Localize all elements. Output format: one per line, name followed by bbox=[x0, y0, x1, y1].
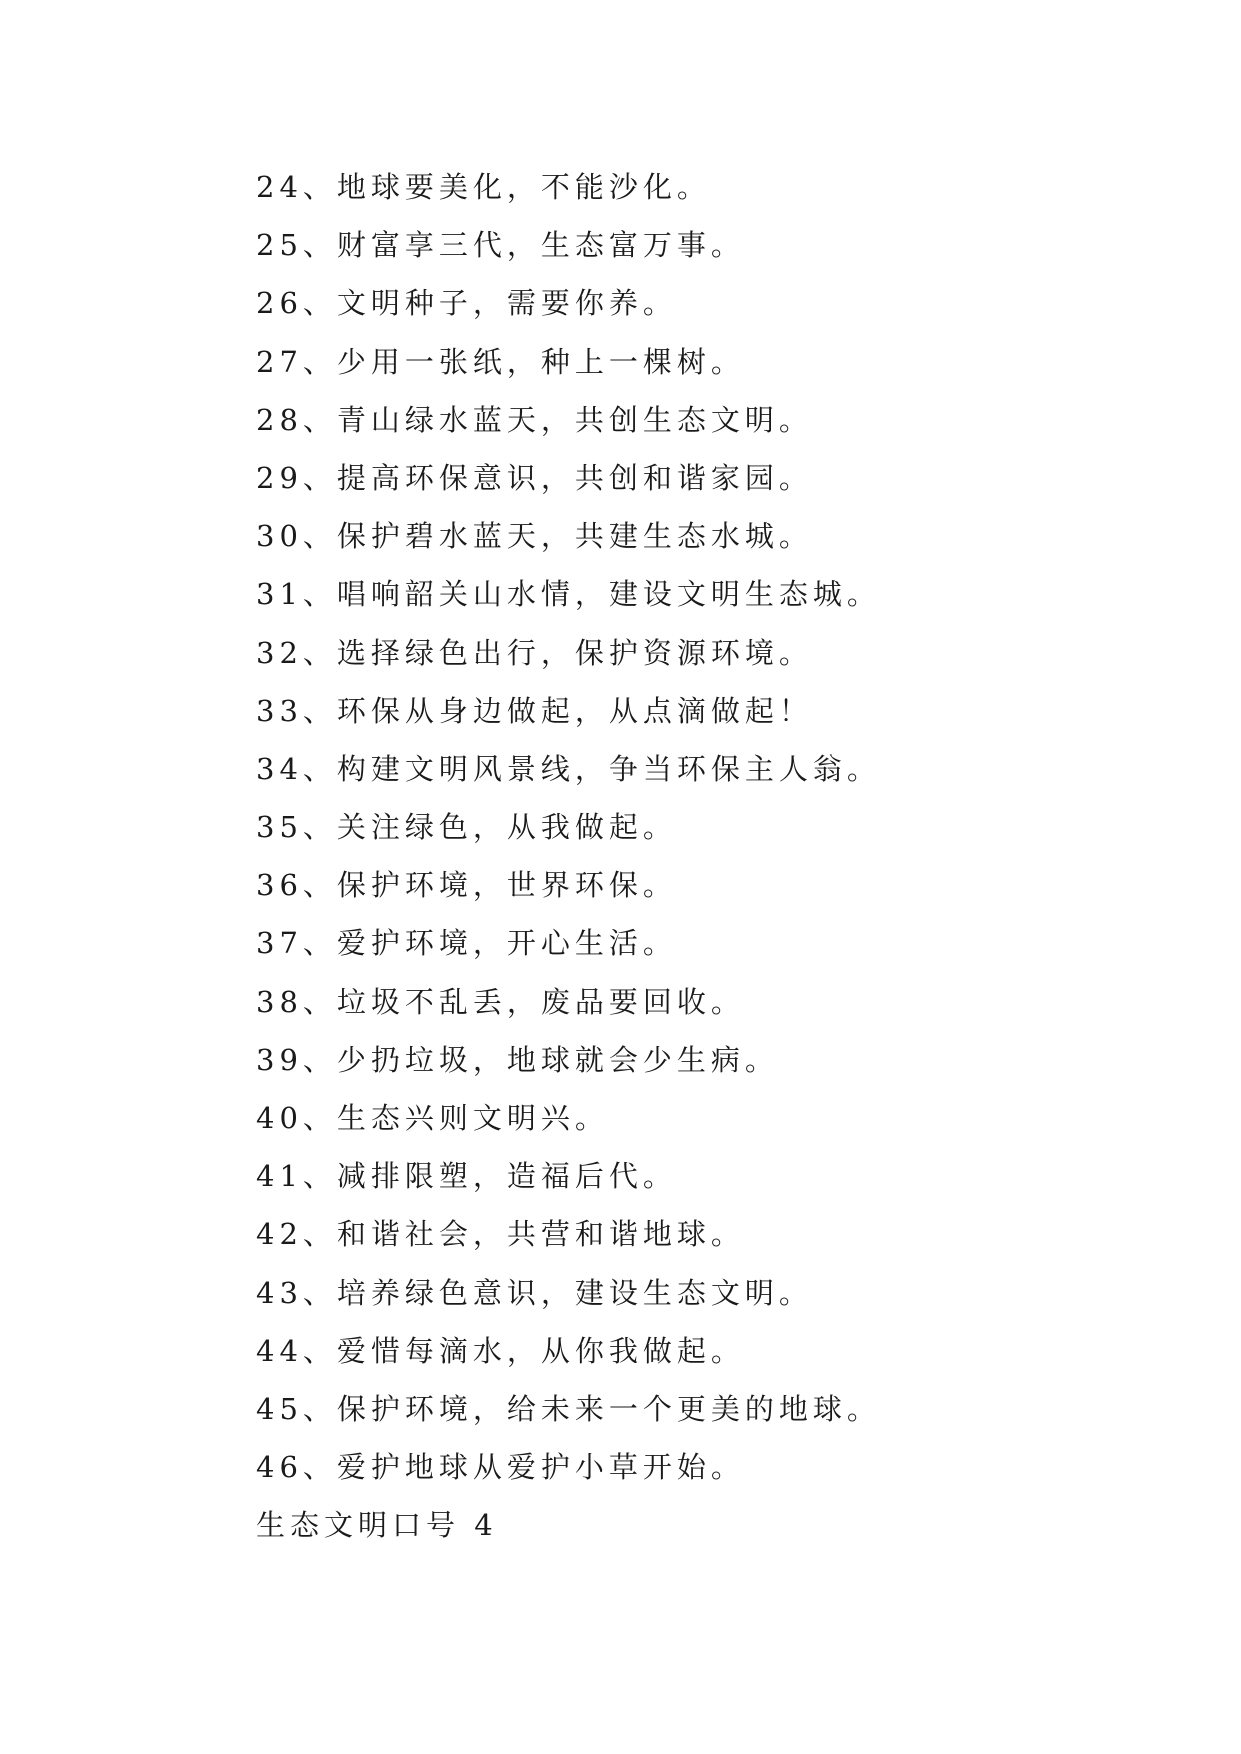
slogan-line-42: 42、和谐社会，共营和谐地球。 bbox=[256, 1217, 745, 1252]
slogan-line-40: 40、生态兴则文明兴。 bbox=[256, 1101, 609, 1135]
slogan-line-27: 27、少用一张纸，种上一棵树。 bbox=[256, 344, 745, 379]
slogan-list bbox=[256, 158, 1156, 1555]
slogan-line-26: 26、文明种子，需要你养。 bbox=[256, 286, 677, 321]
section-heading: 生态文明口号 4 bbox=[256, 1508, 498, 1543]
slogan-line-45: 45、保护环境，给未来一个更美的地球。 bbox=[256, 1391, 881, 1426]
slogan-line-38: 38、垃圾不乱丢，废品要回收。 bbox=[256, 984, 745, 1019]
slogan-line-41: 41、减排限塑，造福后代。 bbox=[256, 1159, 677, 1194]
slogan-line-28: 28、青山绿水蓝天，共创生态文明。 bbox=[256, 402, 813, 437]
slogan-line-31: 31、唱响韶关山水情，建设文明生态城。 bbox=[256, 577, 881, 612]
slogan-line-39: 39、少扔垃圾，地球就会少生病。 bbox=[256, 1042, 779, 1077]
slogan-line-34: 34、构建文明风景线，争当环保主人翁。 bbox=[256, 751, 881, 786]
slogan-line-24: 24、地球要美化，不能沙化。 bbox=[256, 170, 711, 204]
slogan-line-29: 29、提高环保意识，共创和谐家园。 bbox=[256, 460, 813, 495]
slogan-line-36: 36、保护环境，世界环保。 bbox=[256, 868, 677, 903]
slogan-line-35: 35、关注绿色，从我做起。 bbox=[256, 810, 677, 845]
slogan-line-43: 43、培养绿色意识，建设生态文明。 bbox=[256, 1275, 813, 1310]
slogan-line-32: 32、选择绿色出行，保护资源环境。 bbox=[256, 635, 813, 670]
slogan-line-30: 30、保护碧水蓝天，共建生态水城。 bbox=[256, 519, 813, 554]
slogan-line-44: 44、爱惜每滴水，从你我做起。 bbox=[256, 1333, 745, 1368]
slogan-line-25: 25、财富享三代，生态富万事。 bbox=[256, 228, 745, 263]
slogan-line-46: 46、爱护地球从爱护小草开始。 bbox=[256, 1450, 745, 1485]
slogan-line-33: 33、环保从身边做起，从点滴做起！ bbox=[256, 693, 813, 728]
slogan-line-37: 37、爱护环境，开心生活。 bbox=[256, 926, 677, 961]
